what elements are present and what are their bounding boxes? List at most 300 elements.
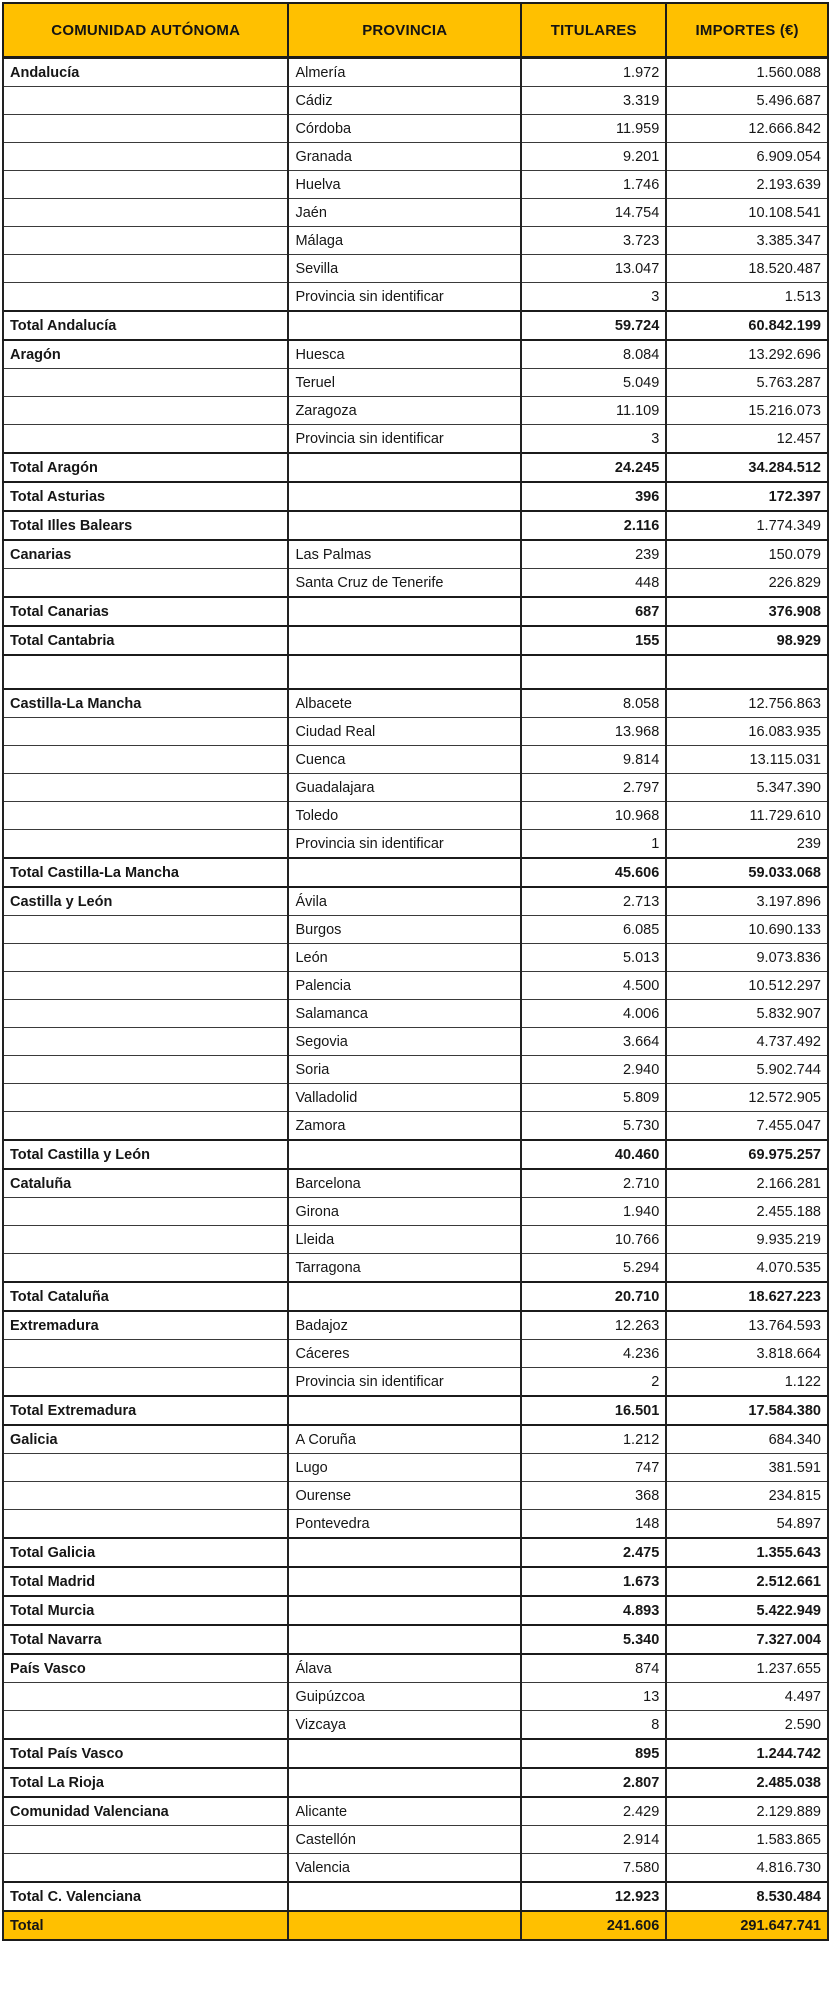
provincia-cell: Burgos <box>288 916 521 944</box>
titulares-cell: 2.914 <box>521 1826 666 1854</box>
titulares-cell: 2 <box>521 1368 666 1397</box>
comunidad-cell <box>3 87 288 115</box>
provincia-cell: Zaragoza <box>288 397 521 425</box>
provincia-cell: Pontevedra <box>288 1510 521 1539</box>
comunidad-cell <box>3 1028 288 1056</box>
importes-cell: 69.975.257 <box>666 1140 828 1169</box>
comunidad-cell <box>3 369 288 397</box>
table-row <box>3 1425 828 1454</box>
provincia-cell: Ourense <box>288 1482 521 1510</box>
titulares-cell: 448 <box>521 569 666 598</box>
importes-cell: 17.584.380 <box>666 1396 828 1425</box>
provincia-cell: Málaga <box>288 227 521 255</box>
titulares-cell: 8.058 <box>521 689 666 718</box>
total-row <box>3 1538 828 1567</box>
titulares-cell: 2.807 <box>521 1768 666 1797</box>
comunidad-cell <box>3 1854 288 1883</box>
comunidad-cell: Total Aragón <box>3 453 288 482</box>
importes-cell: 13.292.696 <box>666 340 828 369</box>
importes-cell: 54.897 <box>666 1510 828 1539</box>
provincia-cell: Álava <box>288 1654 521 1683</box>
provincia-cell <box>288 311 521 340</box>
table-row <box>3 689 828 718</box>
provincia-cell: Salamanca <box>288 1000 521 1028</box>
table-row <box>3 1311 828 1340</box>
importes-cell: 2.166.281 <box>666 1169 828 1198</box>
table-row <box>3 425 828 454</box>
importes-cell: 9.073.836 <box>666 944 828 972</box>
titulares-cell: 16.501 <box>521 1396 666 1425</box>
total-row <box>3 626 828 655</box>
importes-cell: 4.070.535 <box>666 1254 828 1283</box>
importes-cell: 2.512.661 <box>666 1567 828 1596</box>
comunidad-cell <box>3 1198 288 1226</box>
provincia-cell: Ciudad Real <box>288 718 521 746</box>
importes-cell: 3.385.347 <box>666 227 828 255</box>
titulares-cell: 3 <box>521 283 666 312</box>
titulares-cell: 2.940 <box>521 1056 666 1084</box>
comunidad-cell: Total Madrid <box>3 1567 288 1596</box>
comunidad-cell <box>3 944 288 972</box>
table-row <box>3 1854 828 1883</box>
provincia-cell <box>288 1140 521 1169</box>
provincia-cell <box>288 1567 521 1596</box>
table-row <box>3 972 828 1000</box>
importes-cell: 10.108.541 <box>666 199 828 227</box>
titulares-cell: 3.723 <box>521 227 666 255</box>
importes-cell: 1.237.655 <box>666 1654 828 1683</box>
total-row <box>3 1140 828 1169</box>
provincia-cell: Provincia sin identificar <box>288 425 521 454</box>
table-row <box>3 802 828 830</box>
comunidad-cell <box>3 1510 288 1539</box>
titulares-cell: 1.212 <box>521 1425 666 1454</box>
comunidad-cell <box>3 1711 288 1740</box>
importes-cell: 381.591 <box>666 1454 828 1482</box>
table-row <box>3 746 828 774</box>
provincia-cell: Provincia sin identificar <box>288 830 521 859</box>
comunidad-cell: Aragón <box>3 340 288 369</box>
comunidad-cell <box>3 1254 288 1283</box>
table-row <box>3 1169 828 1198</box>
provincia-cell: Cádiz <box>288 87 521 115</box>
comunidad-cell <box>3 1482 288 1510</box>
provincia-cell: Valencia <box>288 1854 521 1883</box>
comunidad-cell: Total Navarra <box>3 1625 288 1654</box>
comunidad-cell <box>3 830 288 859</box>
importes-cell: 2.193.639 <box>666 171 828 199</box>
importes-cell: 60.842.199 <box>666 311 828 340</box>
provincia-cell: Girona <box>288 1198 521 1226</box>
comunidad-cell: Total Cantabria <box>3 626 288 655</box>
provincia-cell: Granada <box>288 143 521 171</box>
titulares-cell: 4.500 <box>521 972 666 1000</box>
comunidad-cell <box>3 569 288 598</box>
importes-cell: 2.590 <box>666 1711 828 1740</box>
comunidad-cell: Total Galicia <box>3 1538 288 1567</box>
importes-cell: 684.340 <box>666 1425 828 1454</box>
provincia-cell: Badajoz <box>288 1311 521 1340</box>
provincia-cell <box>288 1739 521 1768</box>
comunidad-cell: Total La Rioja <box>3 1768 288 1797</box>
table-row <box>3 1084 828 1112</box>
total-row <box>3 1282 828 1311</box>
table-row <box>3 1454 828 1482</box>
importes-cell: 234.815 <box>666 1482 828 1510</box>
comunidad-cell <box>3 425 288 454</box>
comunidad-cell: Comunidad Valenciana <box>3 1797 288 1826</box>
titulares-cell: 2.713 <box>521 887 666 916</box>
comunidad-cell: Canarias <box>3 540 288 569</box>
titulares-cell: 874 <box>521 1654 666 1683</box>
titulares-cell: 5.049 <box>521 369 666 397</box>
importes-cell: 10.690.133 <box>666 916 828 944</box>
table-row <box>3 340 828 369</box>
table-row <box>3 255 828 283</box>
importes-cell: 98.929 <box>666 626 828 655</box>
importes-cell: 291.647.741 <box>666 1911 828 1940</box>
provincia-cell: Huelva <box>288 171 521 199</box>
titulares-cell: 895 <box>521 1739 666 1768</box>
titulares-cell: 24.245 <box>521 453 666 482</box>
titulares-cell: 13 <box>521 1683 666 1711</box>
provincia-cell: Segovia <box>288 1028 521 1056</box>
importes-cell: 1.355.643 <box>666 1538 828 1567</box>
titulares-cell: 9.814 <box>521 746 666 774</box>
total-row <box>3 311 828 340</box>
titulares-cell: 1 <box>521 830 666 859</box>
titulares-cell: 14.754 <box>521 199 666 227</box>
total-row <box>3 482 828 511</box>
table-row <box>3 718 828 746</box>
comunidad-cell: Galicia <box>3 1425 288 1454</box>
importes-cell: 4.816.730 <box>666 1854 828 1883</box>
titulares-cell: 2.797 <box>521 774 666 802</box>
table-row <box>3 115 828 143</box>
importes-cell: 12.457 <box>666 425 828 454</box>
grand-total-row <box>3 1911 828 1940</box>
table-body <box>3 58 828 1941</box>
table-row <box>3 774 828 802</box>
header-importes: IMPORTES (€) <box>666 3 828 58</box>
importes-cell: 10.512.297 <box>666 972 828 1000</box>
comunidad-cell <box>3 1084 288 1112</box>
comunidad-cell <box>3 916 288 944</box>
comunidad-cell <box>3 1826 288 1854</box>
titulares-cell: 45.606 <box>521 858 666 887</box>
importes-cell: 8.530.484 <box>666 1882 828 1911</box>
provincia-cell: Zamora <box>288 1112 521 1141</box>
comunidad-cell: Total País Vasco <box>3 1739 288 1768</box>
table-row <box>3 1482 828 1510</box>
titulares-cell: 10.766 <box>521 1226 666 1254</box>
titulares-cell: 13.047 <box>521 255 666 283</box>
provincia-cell: Castellón <box>288 1826 521 1854</box>
titulares-cell: 5.730 <box>521 1112 666 1141</box>
importes-cell: 12.756.863 <box>666 689 828 718</box>
provincia-cell: Guadalajara <box>288 774 521 802</box>
provincia-cell <box>288 1768 521 1797</box>
provincia-cell: Cuenca <box>288 746 521 774</box>
provincia-cell: Teruel <box>288 369 521 397</box>
table-row <box>3 143 828 171</box>
comunidad-cell <box>3 774 288 802</box>
comunidad-cell <box>3 1683 288 1711</box>
table-row <box>3 540 828 569</box>
table-row <box>3 1000 828 1028</box>
table-row <box>3 283 828 312</box>
titulares-cell: 148 <box>521 1510 666 1539</box>
provincia-cell <box>288 1911 521 1940</box>
titulares-cell: 6.085 <box>521 916 666 944</box>
comunidad-cell: Total Canarias <box>3 597 288 626</box>
provincia-cell: Soria <box>288 1056 521 1084</box>
comunidad-cell: Total C. Valenciana <box>3 1882 288 1911</box>
total-row <box>3 1396 828 1425</box>
provincia-cell <box>288 1538 521 1567</box>
comunidad-cell: Total Murcia <box>3 1596 288 1625</box>
titulares-cell: 368 <box>521 1482 666 1510</box>
importes-cell: 1.244.742 <box>666 1739 828 1768</box>
importes-cell: 4.497 <box>666 1683 828 1711</box>
comunidad-cell <box>3 1056 288 1084</box>
table-row <box>3 1683 828 1711</box>
table-row <box>3 1711 828 1740</box>
provincia-cell: Barcelona <box>288 1169 521 1198</box>
importes-cell: 16.083.935 <box>666 718 828 746</box>
comunidad-cell <box>3 397 288 425</box>
importes-cell: 5.763.287 <box>666 369 828 397</box>
comunidad-cell <box>3 746 288 774</box>
comunidad-cell <box>3 1112 288 1141</box>
provincia-cell <box>288 511 521 540</box>
importes-cell: 5.832.907 <box>666 1000 828 1028</box>
comunidad-cell: Total Cataluña <box>3 1282 288 1311</box>
titulares-cell: 396 <box>521 482 666 511</box>
titulares-cell: 241.606 <box>521 1911 666 1940</box>
comunidad-cell: Andalucía <box>3 58 288 87</box>
total-row <box>3 453 828 482</box>
provincia-cell <box>288 1625 521 1654</box>
importes-cell: 172.397 <box>666 482 828 511</box>
importes-cell: 239 <box>666 830 828 859</box>
importes-cell: 18.627.223 <box>666 1282 828 1311</box>
provincia-cell: Guipúzcoa <box>288 1683 521 1711</box>
titulares-cell: 1.940 <box>521 1198 666 1226</box>
comunidad-cell <box>3 655 288 689</box>
provincia-cell: Vizcaya <box>288 1711 521 1740</box>
titulares-cell: 2.429 <box>521 1797 666 1826</box>
table-row <box>3 1340 828 1368</box>
comunidad-cell: Extremadura <box>3 1311 288 1340</box>
comunidad-cell: Cataluña <box>3 1169 288 1198</box>
provincia-cell <box>288 597 521 626</box>
titulares-cell: 8 <box>521 1711 666 1740</box>
table-row <box>3 1028 828 1056</box>
comunidad-cell <box>3 718 288 746</box>
importes-cell: 4.737.492 <box>666 1028 828 1056</box>
importes-cell: 2.455.188 <box>666 1198 828 1226</box>
table-row <box>3 227 828 255</box>
provincia-cell <box>288 1596 521 1625</box>
titulares-importes-table <box>2 2 829 1941</box>
comunidad-cell: Castilla y León <box>3 887 288 916</box>
comunidad-cell <box>3 1454 288 1482</box>
provincia-cell: Almería <box>288 58 521 87</box>
importes-cell: 34.284.512 <box>666 453 828 482</box>
titulares-cell: 5.809 <box>521 1084 666 1112</box>
comunidad-cell: Total <box>3 1911 288 1940</box>
provincia-cell <box>288 626 521 655</box>
table-row <box>3 58 828 87</box>
provincia-cell: Lugo <box>288 1454 521 1482</box>
header-provincia: PROVINCIA <box>288 3 521 58</box>
total-row <box>3 597 828 626</box>
importes-cell: 18.520.487 <box>666 255 828 283</box>
titulares-cell: 7.580 <box>521 1854 666 1883</box>
importes-cell: 2.485.038 <box>666 1768 828 1797</box>
importes-cell: 5.347.390 <box>666 774 828 802</box>
comunidad-cell <box>3 255 288 283</box>
titulares-cell: 4.006 <box>521 1000 666 1028</box>
titulares-cell: 12.923 <box>521 1882 666 1911</box>
table-row <box>3 87 828 115</box>
importes-cell: 9.935.219 <box>666 1226 828 1254</box>
provincia-cell: León <box>288 944 521 972</box>
table-row <box>3 1510 828 1539</box>
provincia-cell: Cáceres <box>288 1340 521 1368</box>
comunidad-cell <box>3 199 288 227</box>
table-row <box>3 830 828 859</box>
comunidad-cell: Total Illes Balears <box>3 511 288 540</box>
titulares-cell: 1.746 <box>521 171 666 199</box>
comunidad-cell: País Vasco <box>3 1654 288 1683</box>
table-row <box>3 199 828 227</box>
comunidad-cell <box>3 802 288 830</box>
comunidad-cell: Total Andalucía <box>3 311 288 340</box>
total-row <box>3 1567 828 1596</box>
titulares-cell: 20.710 <box>521 1282 666 1311</box>
table-row <box>3 1226 828 1254</box>
comunidad-cell <box>3 283 288 312</box>
importes-cell <box>666 655 828 689</box>
importes-cell: 1.583.865 <box>666 1826 828 1854</box>
titulares-cell: 5.294 <box>521 1254 666 1283</box>
titulares-cell: 155 <box>521 626 666 655</box>
total-row <box>3 1739 828 1768</box>
provincia-cell: A Coruña <box>288 1425 521 1454</box>
importes-cell: 5.422.949 <box>666 1596 828 1625</box>
comunidad-cell <box>3 171 288 199</box>
importes-cell: 3.197.896 <box>666 887 828 916</box>
provincia-cell: Provincia sin identificar <box>288 283 521 312</box>
total-row <box>3 1596 828 1625</box>
total-row <box>3 1882 828 1911</box>
importes-cell: 1.774.349 <box>666 511 828 540</box>
provincia-cell: Jaén <box>288 199 521 227</box>
importes-cell: 2.129.889 <box>666 1797 828 1826</box>
provincia-cell: Palencia <box>288 972 521 1000</box>
importes-cell: 12.666.842 <box>666 115 828 143</box>
importes-cell: 5.902.744 <box>666 1056 828 1084</box>
table-row <box>3 1797 828 1826</box>
titulares-cell: 239 <box>521 540 666 569</box>
table-row <box>3 397 828 425</box>
titulares-cell: 5.013 <box>521 944 666 972</box>
comunidad-cell: Total Extremadura <box>3 1396 288 1425</box>
importes-cell: 150.079 <box>666 540 828 569</box>
titulares-cell: 1.673 <box>521 1567 666 1596</box>
titulares-cell: 3 <box>521 425 666 454</box>
importes-cell: 13.764.593 <box>666 1311 828 1340</box>
titulares-cell: 2.116 <box>521 511 666 540</box>
importes-cell: 1.513 <box>666 283 828 312</box>
importes-cell: 3.818.664 <box>666 1340 828 1368</box>
comunidad-cell <box>3 115 288 143</box>
provincia-cell <box>288 655 521 689</box>
empty-row <box>3 655 828 689</box>
titulares-cell: 12.263 <box>521 1311 666 1340</box>
comunidad-cell: Total Castilla y León <box>3 1140 288 1169</box>
provincia-cell <box>288 453 521 482</box>
titulares-cell: 13.968 <box>521 718 666 746</box>
comunidad-cell <box>3 143 288 171</box>
titulares-cell: 2.710 <box>521 1169 666 1198</box>
importes-cell: 11.729.610 <box>666 802 828 830</box>
table-row <box>3 1198 828 1226</box>
titulares-cell <box>521 655 666 689</box>
table-row <box>3 171 828 199</box>
table-row <box>3 569 828 598</box>
header-titulares: TITULARES <box>521 3 666 58</box>
titulares-cell: 2.475 <box>521 1538 666 1567</box>
provincia-cell: Ávila <box>288 887 521 916</box>
titulares-cell: 4.893 <box>521 1596 666 1625</box>
titulares-cell: 8.084 <box>521 340 666 369</box>
importes-cell: 226.829 <box>666 569 828 598</box>
titulares-cell: 40.460 <box>521 1140 666 1169</box>
table-row <box>3 1056 828 1084</box>
provincia-cell <box>288 858 521 887</box>
comunidad-cell: Total Asturias <box>3 482 288 511</box>
comunidad-cell <box>3 1000 288 1028</box>
provincia-cell <box>288 482 521 511</box>
titulares-cell: 59.724 <box>521 311 666 340</box>
header-comunidad-autonoma: COMUNIDAD AUTÓNOMA <box>3 3 288 58</box>
total-row <box>3 1625 828 1654</box>
importes-cell: 12.572.905 <box>666 1084 828 1112</box>
comunidad-cell: Total Castilla-La Mancha <box>3 858 288 887</box>
importes-cell: 7.327.004 <box>666 1625 828 1654</box>
importes-cell: 59.033.068 <box>666 858 828 887</box>
titulares-cell: 1.972 <box>521 58 666 87</box>
titulares-cell: 4.236 <box>521 1340 666 1368</box>
provincia-cell: Lleida <box>288 1226 521 1254</box>
table-row <box>3 887 828 916</box>
titulares-cell: 10.968 <box>521 802 666 830</box>
provincia-cell <box>288 1882 521 1911</box>
provincia-cell: Las Palmas <box>288 540 521 569</box>
provincia-cell: Huesca <box>288 340 521 369</box>
titulares-cell: 11.109 <box>521 397 666 425</box>
importes-cell: 13.115.031 <box>666 746 828 774</box>
table-row <box>3 916 828 944</box>
table-row <box>3 1654 828 1683</box>
importes-cell: 6.909.054 <box>666 143 828 171</box>
titulares-cell: 5.340 <box>521 1625 666 1654</box>
importes-cell: 7.455.047 <box>666 1112 828 1141</box>
importes-cell: 1.122 <box>666 1368 828 1397</box>
